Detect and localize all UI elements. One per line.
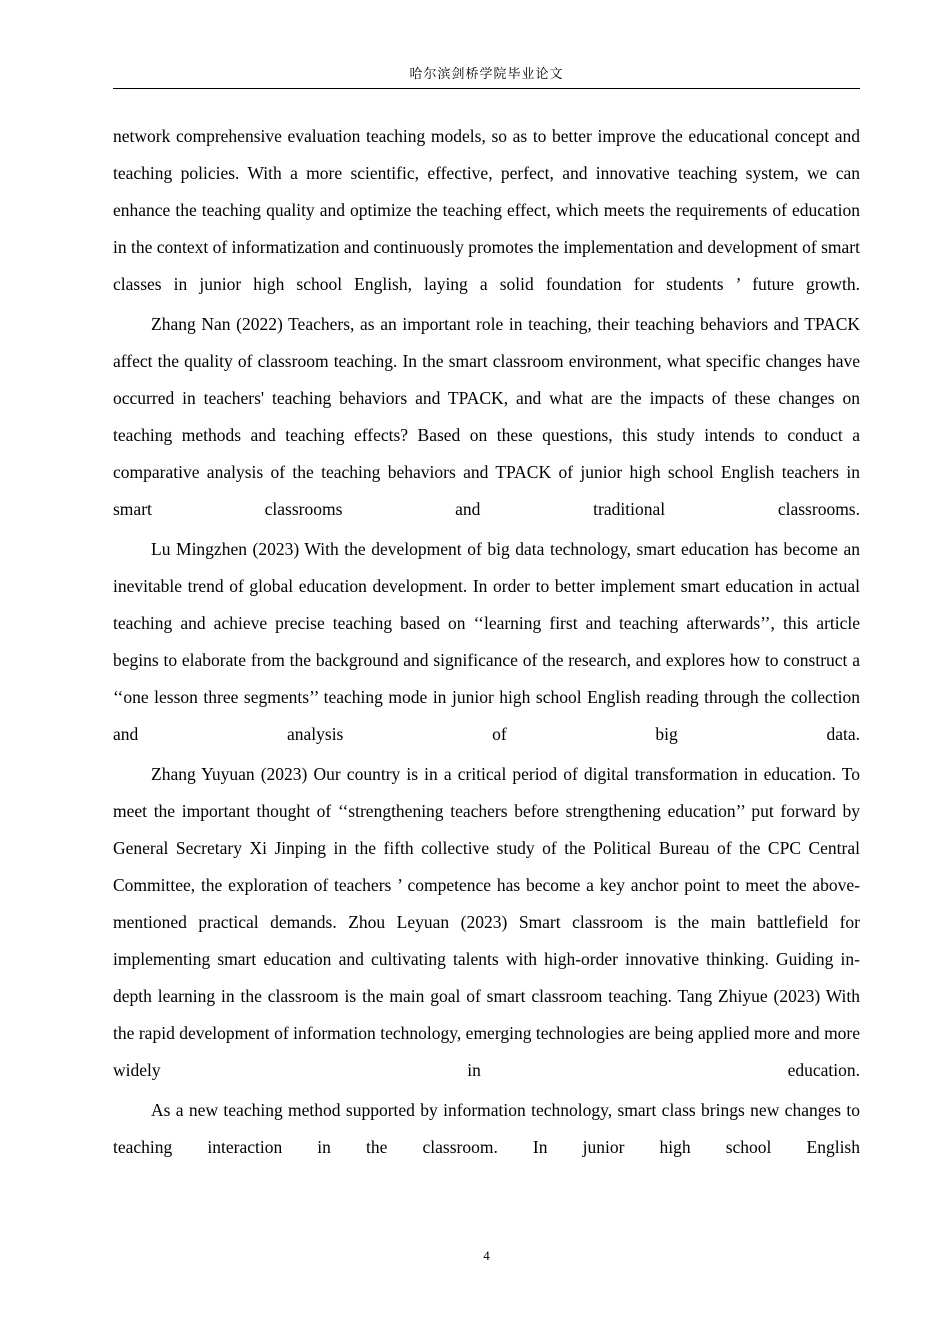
text-line: specific changes have occurred in teachers' teaching behaviors and TPACK, and what are the — [113, 351, 861, 408]
body-paragraph — [113, 756, 860, 1089]
text-line: in education. To meet the important thought of ‘‘strengthening teachers before — [113, 764, 860, 821]
text-line: junior high school English teachers in smart classrooms and traditional classrooms. — [113, 462, 860, 519]
text-line: impacts of these changes on teaching methods and teaching effects? Based on these questions, — [113, 388, 861, 445]
text-line: rapid development of information technology, emerging technologies are being applied more — [138, 1023, 790, 1043]
page-header-title: 哈尔滨剑桥学院毕业论文 — [409, 67, 564, 82]
text-line: As a new teaching method supported by information technology, smart class brings — [151, 1100, 745, 1120]
page-number: 4 — [483, 1248, 490, 1263]
document-body — [113, 118, 860, 1169]
header-divider — [113, 88, 860, 89]
text-line: Lu Mingzhen (2023) With the development of big data technology, smart education has — [151, 539, 778, 559]
text-line: in the classroom is the main goal of smart classroom teaching. Tang Zhiyue (2023) With the — [113, 986, 860, 1043]
text-line: system, we can enhance the teaching quality and optimize the teaching effect, which meets — [113, 163, 860, 220]
text-line: education and cultivating talents with high-order innovative thinking. Guiding in-depth learning — [113, 949, 860, 1006]
text-line: research, and explores how to construct a ‘‘one lesson three segments’’ teaching mode in — [113, 650, 860, 707]
text-line: concept and teaching policies. With a more scientific, effective, perfect, and innovative teaching — [113, 126, 861, 183]
body-paragraph — [113, 1092, 860, 1166]
text-line: education in actual teaching and achieve precise teaching based on ‘‘learning first and teaching — [113, 576, 861, 633]
text-line: TPACK affect the quality of classroom teaching. In the smart classroom environment, what — [113, 314, 860, 371]
text-line: teachers ’ competence has become a key anchor point to meet the above-mentioned practical — [113, 875, 860, 932]
body-paragraph — [113, 531, 860, 753]
text-line: demands. Zhou Leyuan (2023) Smart classroom is the main battlefield for implementing smart — [113, 912, 861, 969]
text-line: network comprehensive evaluation teaching models, so as to better improve the educational — [113, 126, 770, 146]
text-line: and more widely in education. — [113, 1023, 861, 1080]
text-line: solid foundation for students ’ future growth. — [499, 274, 861, 294]
text-line: the implementation and development of smart classes in junior high school English, laying a — [113, 237, 860, 294]
text-line: strengthening education’’ put forward by General Secretary Xi Jinping in the fifth — [113, 801, 861, 858]
text-line: become an inevitable trend of global education development. In order to better implement smart — [113, 539, 860, 596]
text-line: new changes to teaching interaction in the classroom. In junior high school English — [113, 1100, 861, 1157]
text-line: the requirements of education in the context of informatization and continuously promotes — [113, 200, 861, 257]
text-line: afterwards’’, this article begins to elaborate from the background and significance of the — [113, 613, 861, 670]
text-line: Zhang Nan (2022) Teachers, as an important role in teaching, their teaching behaviors and — [151, 314, 799, 334]
text-line: junior high school English reading through the collection and analysis of big data. — [113, 687, 860, 744]
text-line: this study intends to conduct a comparative analysis of the teaching behaviors and TPACK of — [113, 425, 860, 482]
body-paragraph — [113, 306, 860, 528]
text-line: Zhang Yuyuan (2023) Our country is in a critical period of digital transformation — [151, 764, 738, 784]
text-line: collective study of the Political Bureau of the CPC Central Committee, the exploration of — [113, 838, 861, 895]
body-paragraph — [113, 118, 860, 303]
